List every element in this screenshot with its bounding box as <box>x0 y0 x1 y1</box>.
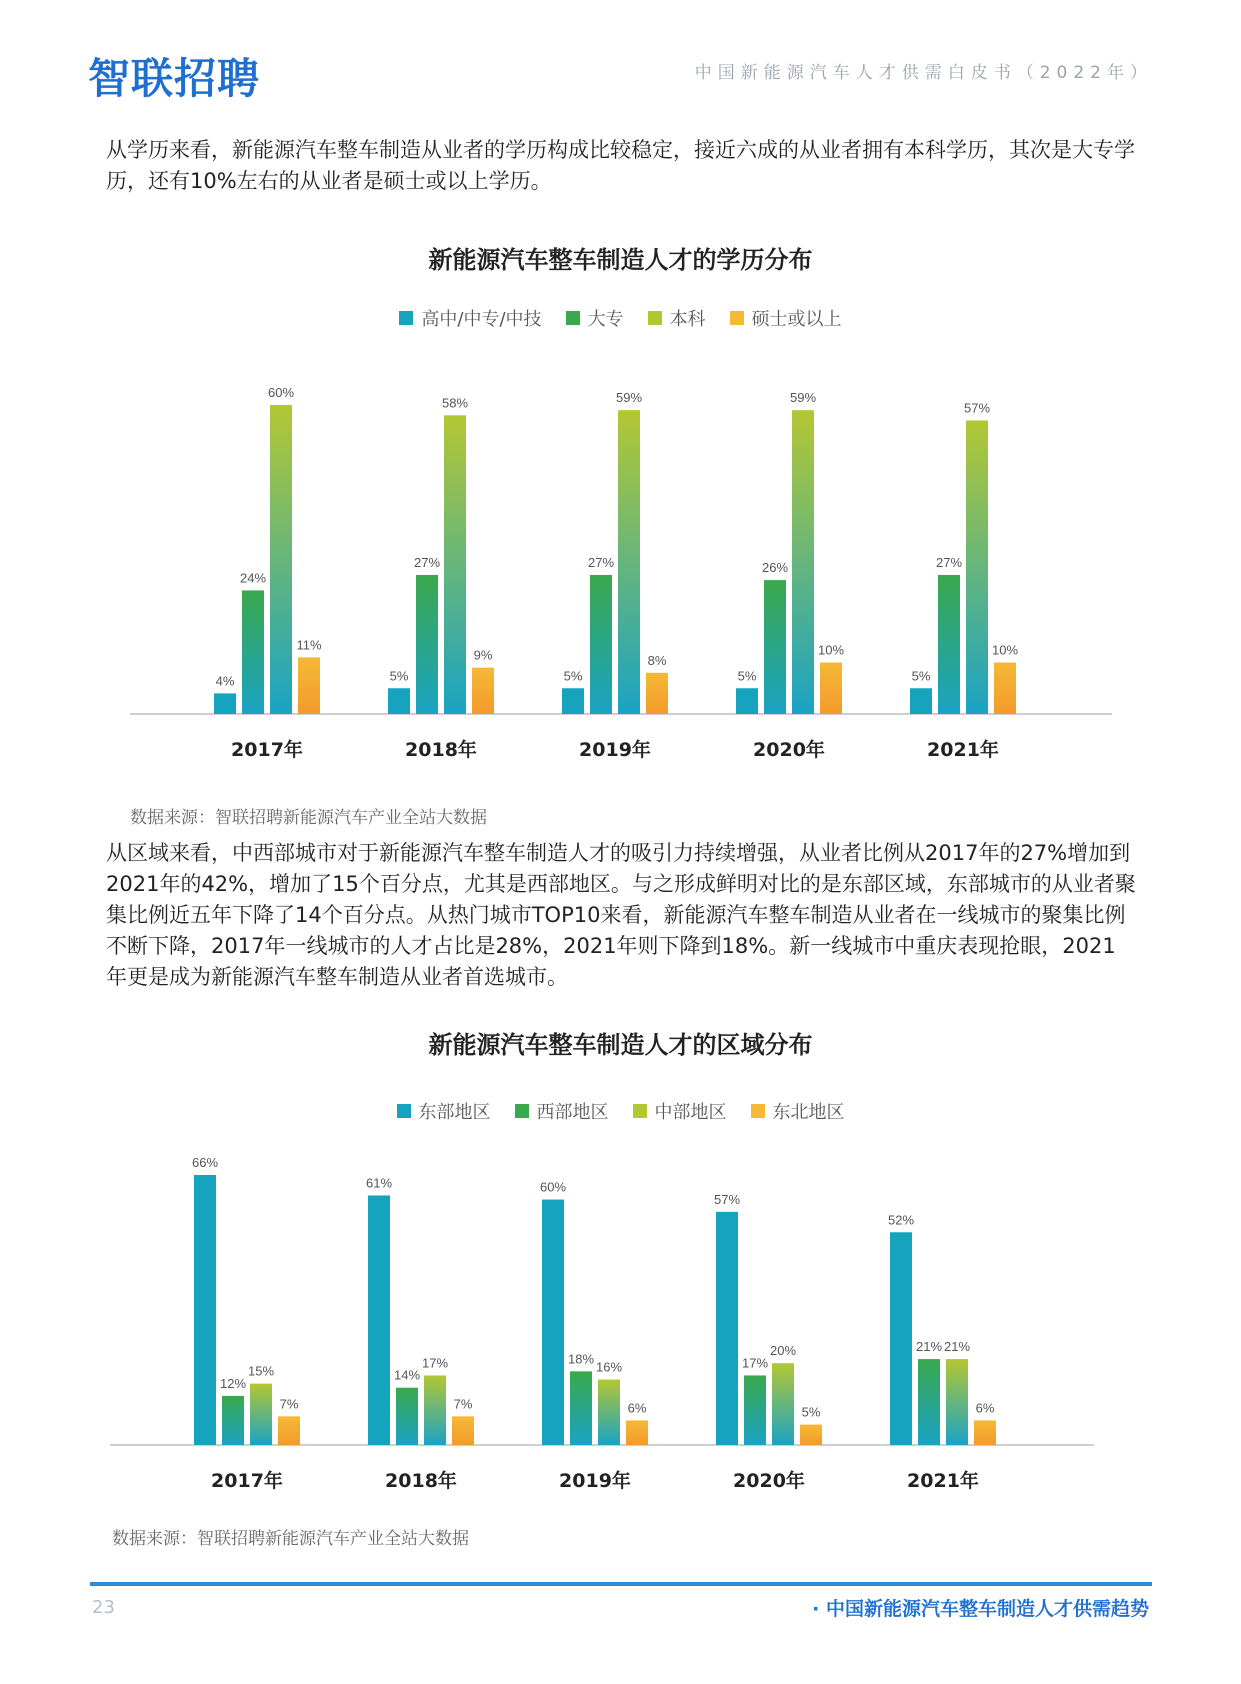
data-label: 10% <box>991 642 1019 658</box>
legend-item <box>399 305 541 331</box>
data-label: 52% <box>887 1212 915 1228</box>
legend-item <box>566 305 624 331</box>
data-label: 21% <box>943 1339 971 1355</box>
bar-本科-2019年 <box>618 410 640 714</box>
region-bar-chart <box>0 1140 1241 1510</box>
bar-高中/中专/中技-2017年 <box>214 693 236 714</box>
bar-本科-2021年 <box>966 420 988 714</box>
bar-中部地区-2021年 <box>946 1359 968 1445</box>
bar-大专-2020年 <box>764 580 786 714</box>
legend-label: 西部地区 <box>536 1102 609 1123</box>
data-label: 20% <box>769 1343 797 1359</box>
data-label: 5% <box>563 668 583 684</box>
data-label: 5% <box>737 668 757 684</box>
chart-title-region: 新能源汽车整车制造人才的区域分布 <box>428 1031 813 1059</box>
data-label: 6% <box>975 1400 995 1416</box>
bar-硕士或以上-2021年 <box>994 663 1016 715</box>
bar-高中/中专/中技-2019年 <box>562 688 584 714</box>
data-label: 60% <box>539 1179 567 1195</box>
bar-中部地区-2018年 <box>424 1375 446 1445</box>
bar-西部地区-2021年 <box>918 1359 940 1445</box>
legend-swatch <box>648 311 662 325</box>
bar-大专-2019年 <box>590 575 612 714</box>
data-label: 14% <box>393 1367 421 1383</box>
bar-东部地区-2017年 <box>194 1175 216 1445</box>
data-label: 15% <box>247 1363 275 1379</box>
data-label: 11% <box>296 637 322 653</box>
legend-label: 中部地区 <box>654 1102 727 1123</box>
data-label: 26% <box>761 560 789 576</box>
data-label: 66% <box>191 1155 219 1170</box>
data-label: 59% <box>615 390 643 406</box>
bar-高中/中专/中技-2021年 <box>910 688 932 714</box>
bar-大专-2021年 <box>938 575 960 714</box>
bar-西部地区-2020年 <box>744 1375 766 1445</box>
bar-中部地区-2020年 <box>772 1363 794 1445</box>
data-label: 6% <box>627 1400 647 1416</box>
data-label: 7% <box>453 1396 473 1412</box>
x-tick-label: 2019年 <box>559 1470 631 1492</box>
bar-东北地区-2017年 <box>278 1416 300 1445</box>
data-label: 58% <box>441 395 469 411</box>
legend-item <box>633 1098 727 1124</box>
bar-硕士或以上-2017年 <box>298 657 320 714</box>
legend-swatch <box>566 311 580 325</box>
legend-swatch <box>633 1104 647 1118</box>
legend-education <box>0 305 1241 331</box>
bar-西部地区-2019年 <box>570 1371 592 1445</box>
x-tick-label: 2021年 <box>907 1470 979 1492</box>
legend-label: 高中/中专/中技 <box>421 309 542 330</box>
bar-东部地区-2019年 <box>542 1200 564 1445</box>
bar-西部地区-2017年 <box>222 1396 244 1445</box>
data-label: 5% <box>389 668 409 684</box>
data-label: 27% <box>413 554 441 570</box>
legend-label: 硕士或以上 <box>751 309 842 330</box>
data-label: 5% <box>801 1404 821 1420</box>
bar-东北地区-2018年 <box>452 1416 474 1445</box>
bar-本科-2020年 <box>792 410 814 714</box>
footer-section-title: · 中国新能源汽车整车制造人才供需趋势 <box>812 1598 1149 1620</box>
legend-swatch <box>397 1104 411 1118</box>
data-source-note: 数据来源：智联招聘新能源汽车产业全站大数据 <box>112 1529 469 1549</box>
data-label: 8% <box>647 652 667 668</box>
bar-硕士或以上-2018年 <box>472 668 494 714</box>
bar-东部地区-2020年 <box>716 1212 738 1445</box>
footer-divider <box>90 1582 1152 1586</box>
legend-swatch <box>751 1104 765 1118</box>
legend-item <box>751 1098 845 1124</box>
x-tick-label: 2020年 <box>753 739 825 761</box>
data-label: 16% <box>595 1359 623 1375</box>
bar-中部地区-2019年 <box>598 1380 620 1445</box>
data-label: 4% <box>215 673 235 689</box>
data-label: 24% <box>239 570 267 586</box>
bar-东部地区-2018年 <box>368 1195 390 1445</box>
zhaopin-logo: 智联招聘 <box>88 54 261 103</box>
document-title: 中国新能源汽车人才供需白皮书（2022年） <box>694 63 1153 83</box>
bar-东北地区-2021年 <box>974 1420 996 1445</box>
x-tick-label: 2017年 <box>211 1470 283 1492</box>
x-tick-label: 2021年 <box>927 739 999 761</box>
data-label: 12% <box>219 1375 247 1391</box>
data-label: 61% <box>365 1175 393 1191</box>
bar-本科-2018年 <box>444 415 466 714</box>
x-tick-label: 2017年 <box>231 739 303 761</box>
bar-高中/中专/中技-2018年 <box>388 688 410 714</box>
data-label: 17% <box>421 1355 449 1371</box>
paragraph-region: 从区域来看，中西部城市对于新能源汽车整车制造人才的吸引力持续增强，从业者比例从2017年的27%增加到2021年的42%，增加了15个百分点，尤其是西部地区。与之形成鲜明对比的是东部区域，东部城市的从业者聚集比例近五年下降了14个百分点。从热门城市TOP10来看，新能源汽车整车制造从业者在一线城市的聚集比例不断下降，2017年一线城市的人才占比是28%，2021年则下降到18%。新一线城市中重庆表现抢眼，2021年更是成为新能源汽车整车制造从业者首选城市。 <box>106 841 1136 989</box>
data-label: 10% <box>817 642 845 658</box>
legend-item <box>730 305 842 331</box>
legend-item <box>515 1098 609 1124</box>
bar-东部地区-2021年 <box>890 1232 912 1445</box>
data-source-note: 数据来源：智联招聘新能源汽车产业全站大数据 <box>130 808 487 828</box>
x-tick-label: 2018年 <box>405 739 477 761</box>
bar-中部地区-2017年 <box>250 1384 272 1445</box>
legend-swatch <box>399 311 413 325</box>
bar-硕士或以上-2020年 <box>820 663 842 715</box>
bar-大专-2017年 <box>242 590 264 714</box>
legend-label: 本科 <box>669 309 706 330</box>
legend-swatch <box>515 1104 529 1118</box>
legend-label: 东北地区 <box>772 1102 845 1123</box>
data-label: 9% <box>473 647 493 663</box>
bar-本科-2017年 <box>270 405 292 714</box>
data-label: 60% <box>267 385 295 400</box>
x-tick-label: 2019年 <box>579 739 651 761</box>
legend-swatch <box>730 311 744 325</box>
education-bar-chart <box>0 370 1241 770</box>
bar-东北地区-2020年 <box>800 1425 822 1445</box>
x-tick-label: 2020年 <box>733 1470 805 1492</box>
data-label: 21% <box>915 1339 943 1355</box>
legend-region <box>0 1098 1241 1124</box>
data-label: 7% <box>279 1396 299 1412</box>
paragraph-education: 从学历来看，新能源汽车整车制造从业者的学历构成比较稳定，接近六成的从业者拥有本科学历，其次是大专学历，还有10%左右的从业者是硕士或以上学历。 <box>106 138 1135 193</box>
bar-东北地区-2019年 <box>626 1420 648 1445</box>
data-label: 5% <box>911 668 931 684</box>
legend-label: 大专 <box>587 309 624 330</box>
bar-西部地区-2018年 <box>396 1388 418 1445</box>
data-label: 57% <box>713 1191 741 1207</box>
bar-高中/中专/中技-2020年 <box>736 688 758 714</box>
chart-title-education: 新能源汽车整车制造人才的学历分布 <box>428 246 813 274</box>
bar-大专-2018年 <box>416 575 438 714</box>
legend-label: 东部地区 <box>418 1102 491 1123</box>
data-label: 17% <box>741 1355 769 1371</box>
legend-item <box>648 305 706 331</box>
data-label: 18% <box>567 1351 595 1367</box>
page-number: 23 <box>92 1597 115 1618</box>
legend-item <box>397 1098 491 1124</box>
bar-硕士或以上-2019年 <box>646 673 668 714</box>
data-label: 27% <box>587 554 615 570</box>
data-label: 59% <box>789 390 817 406</box>
data-label: 27% <box>935 554 963 570</box>
x-tick-label: 2018年 <box>385 1470 457 1492</box>
data-label: 57% <box>963 400 991 416</box>
